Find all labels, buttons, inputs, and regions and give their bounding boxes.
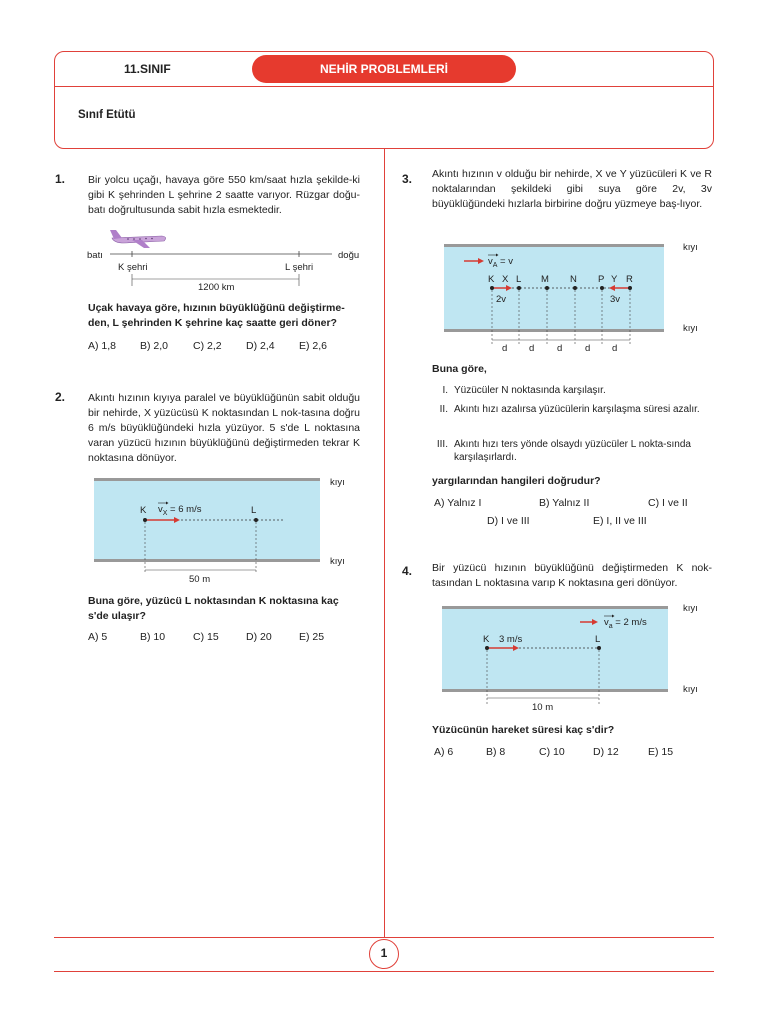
- distance-label: 50 m: [189, 574, 211, 585]
- shore-bottom-label: kıyı: [683, 323, 698, 334]
- speed-label: 3 m/s: [499, 634, 523, 645]
- point-label: Y: [611, 274, 618, 285]
- option-b[interactable]: B) 8: [486, 746, 506, 758]
- city-k-label: K şehri: [118, 262, 148, 273]
- distance-label: 1200 km: [198, 282, 235, 293]
- option-e[interactable]: E) I, II ve III: [593, 515, 647, 527]
- question-1-number: 1.: [55, 172, 66, 186]
- segment-label: d: [612, 343, 618, 354]
- option-a[interactable]: A) 1,8: [88, 340, 117, 352]
- question-4-prompt: Yüzücünün hareket süresi kaç s'dir?: [432, 724, 615, 736]
- point-label: L: [516, 274, 522, 285]
- city-l-label: L şehri: [285, 262, 314, 273]
- grade-label: 11.SINIF: [124, 62, 171, 76]
- option-d[interactable]: D) 20: [246, 631, 272, 643]
- option-d[interactable]: D) 12: [593, 746, 619, 758]
- column-divider: [384, 149, 385, 937]
- option-d[interactable]: D) 2,4: [246, 340, 275, 352]
- option-e[interactable]: E) 25: [299, 631, 325, 643]
- question-4-text: Bir yüzücü hızının büyüklüğünü değiştirmeden K nok-tasından L noktasına varıp K noktasına geri dönüyor.: [432, 562, 712, 589]
- point-l-label: L: [251, 505, 257, 516]
- segment-label: d: [557, 343, 563, 354]
- shore-top-label: kıyı: [683, 603, 698, 614]
- statement-2: [434, 403, 714, 431]
- east-label: doğu: [338, 250, 360, 261]
- option-e[interactable]: E) 15: [648, 746, 674, 758]
- option-a[interactable]: A) Yalnız I: [434, 497, 482, 509]
- statement-text: Akıntı hızı ters yönde olsaydı yüzücüler L nokta-sında karşılaşırlardı.: [454, 439, 691, 463]
- point-label: M: [541, 274, 549, 285]
- option-b[interactable]: B) 2,0: [140, 340, 169, 352]
- option-c[interactable]: C) 10: [539, 746, 565, 758]
- header-divider: [54, 86, 714, 87]
- statement-roman: II.: [439, 404, 448, 415]
- option-c[interactable]: C) 15: [193, 631, 219, 643]
- statement-roman: III.: [436, 439, 448, 450]
- current-label: $v_A = v$: [488, 256, 513, 269]
- option-b[interactable]: B) Yalnız II: [539, 497, 590, 509]
- point-label: N: [570, 274, 577, 285]
- point-label: R: [626, 274, 633, 285]
- segment-label: d: [502, 343, 508, 354]
- point-label: P: [598, 274, 605, 285]
- footer-divider-bottom: [54, 971, 714, 972]
- option-c[interactable]: C) 2,2: [193, 340, 222, 352]
- speed-x-label: 2v: [496, 294, 507, 305]
- segment-label: d: [585, 343, 591, 354]
- question-3-text: Akıntı hızının v olduğu bir nehirde, X ve Y yüzücüleri K ve R noktalarından şekildeki gibi suya göre 2v, 3v büyüklüğündeki hızlarla birbirine doğru yüzmeye baş-lıyor.: [432, 168, 712, 210]
- point-label: X: [502, 274, 509, 285]
- option-a[interactable]: A) 5: [88, 631, 108, 643]
- question-4-figure: [438, 598, 712, 716]
- shore-bottom-label: kıyı: [683, 684, 698, 695]
- point-k-label: K: [140, 505, 147, 516]
- segment-label: d: [529, 343, 535, 354]
- footer-divider-top: [54, 937, 714, 938]
- option-d[interactable]: D) I ve III: [487, 515, 530, 527]
- option-c[interactable]: C) I ve II: [648, 497, 688, 509]
- speed-y-label: 3v: [610, 294, 621, 305]
- point-k-label: K: [483, 634, 490, 645]
- option-e[interactable]: E) 2,6: [299, 340, 328, 352]
- question-1-text: Bir yolcu uçağı, havaya göre 550 km/saat hızla şekilde-ki gibi K şehrinden L şehrine 2 saatte varıyor. Rüzgar doğu-batı doğrultusunda sabit hızla esmektedir.: [88, 174, 360, 216]
- page-title: NEHİR PROBLEMLERİ: [252, 55, 516, 83]
- current-label: $v_a = 2$ m/s: [604, 617, 647, 630]
- section-label: Sınıf Etütü: [78, 109, 136, 121]
- option-a[interactable]: A) 6: [434, 746, 454, 758]
- question-2-text: Akıntı hızının kıyıya paralel ve büyüklüğünün sabit olduğu bir nehirde, X yüzücüsü K noktasından L nok-tasına doğru 6 m/s büyüklüğündeki hızla yüzüyor. 5 s'de L noktasına varan yüzücü hızının büyüklüğünü değiştirmeden tekrar K noktasına dönüyor.: [88, 392, 360, 464]
- question-3-figure: [440, 236, 712, 358]
- airplane-icon: [110, 230, 166, 248]
- question-3-number: 3.: [402, 172, 413, 186]
- point-l-label: L: [595, 634, 601, 645]
- question-3-lead: Buna göre,: [432, 363, 487, 375]
- statement-3: [434, 438, 714, 466]
- question-1-figure: [84, 224, 366, 296]
- shore-top-label: kıyı: [330, 477, 345, 488]
- question-2-figure: [90, 470, 362, 588]
- velocity-label: $v_X = 6$ m/s: [158, 504, 202, 517]
- statement-roman: I.: [442, 385, 448, 396]
- page-number: 1: [369, 939, 399, 969]
- option-b[interactable]: B) 10: [140, 631, 166, 643]
- shore-top-label: kıyı: [683, 242, 698, 253]
- distance-label: 10 m: [532, 702, 554, 713]
- statement-text: Yüzücüler N noktasında karşılaşır.: [454, 385, 606, 396]
- question-4-number: 4.: [402, 564, 413, 578]
- question-2-number: 2.: [55, 390, 66, 404]
- question-2-prompt: Buna göre, yüzücü L noktasından K noktasına kaç s'de ulaşır?: [88, 595, 339, 622]
- question-1-prompt: Uçak havaya göre, hızının büyüklüğünü değiştirme-den, L şehrinden K şehrine kaç saatte geri döner?: [88, 302, 345, 329]
- statement-text: Akıntı hızı azalırsa yüzücülerin karşılaşma süresi azalır.: [454, 404, 700, 415]
- question-3-prompt: yargılarından hangileri doğrudur?: [432, 475, 601, 487]
- shore-bottom-label: kıyı: [330, 556, 345, 567]
- point-label: K: [488, 274, 495, 285]
- west-label: batı: [87, 250, 103, 261]
- statement-1: [434, 384, 714, 398]
